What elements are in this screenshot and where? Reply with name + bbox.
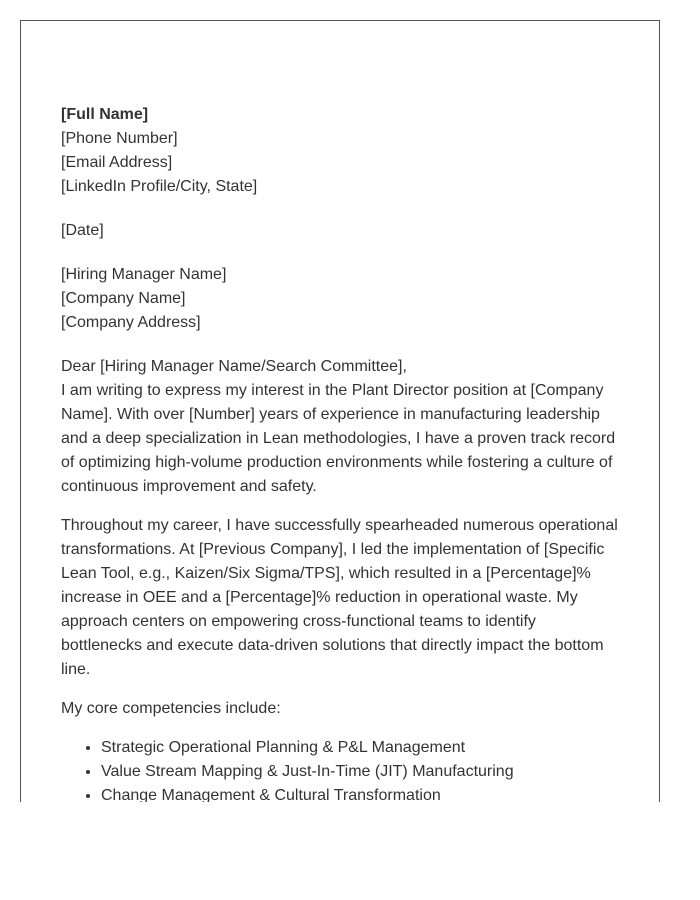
recipient-name: [Hiring Manager Name] [61, 266, 227, 283]
letter-page [20, 20, 660, 802]
paragraph-competencies-intro: My core competencies include: [61, 700, 281, 717]
salutation: Dear [Hiring Manager Name/Search Committee], [61, 358, 407, 375]
sender-block [61, 103, 621, 199]
date-block [61, 219, 621, 243]
letter-date: [Date] [61, 222, 104, 239]
list-item: • Strategic Operational Planning & P&L Management [101, 736, 621, 760]
sender-phone: [Phone Number] [61, 130, 178, 147]
list-item: • Value Stream Mapping & Just-In-Time (JIT) Manufacturing [101, 760, 621, 784]
list-item: • Change Management & Cultural Transformation [101, 784, 621, 802]
letter-content [61, 103, 621, 802]
sender-full-name: [Full Name] [61, 106, 149, 123]
sender-linkedin: [LinkedIn Profile/City, State] [61, 178, 258, 195]
paragraph-intro: I am writing to express my interest in the Plant Director position at [Company Name]. With over [Number] years of experience in manufacturing leadership and a deep specialization in Lean methodologies, I have a proven track record of optimizing high-volume production environments while fostering a culture of continuous improvement and safety. [61, 382, 616, 495]
body-block [61, 355, 621, 802]
recipient-company: [Company Name] [61, 290, 186, 307]
recipient-address: [Company Address] [61, 314, 201, 331]
sender-email: [Email Address] [61, 154, 173, 171]
paragraph-experience: Throughout my career, I have successfully spearheaded numerous operational transformations. At [Previous Company], I led the implementation of [Specific Lean Tool, e.g., Kaizen/Six Sigma/TPS], which resulted in a [Percentage]% increase in OEE and a [Percentage]% reduction in operational waste. My approach centers on empowering cross-functional teams to identify bottlenecks and execute data-driven solutions that directly impact the bottom line. [61, 517, 618, 678]
competencies-list [61, 736, 621, 802]
recipient-block [61, 263, 621, 335]
